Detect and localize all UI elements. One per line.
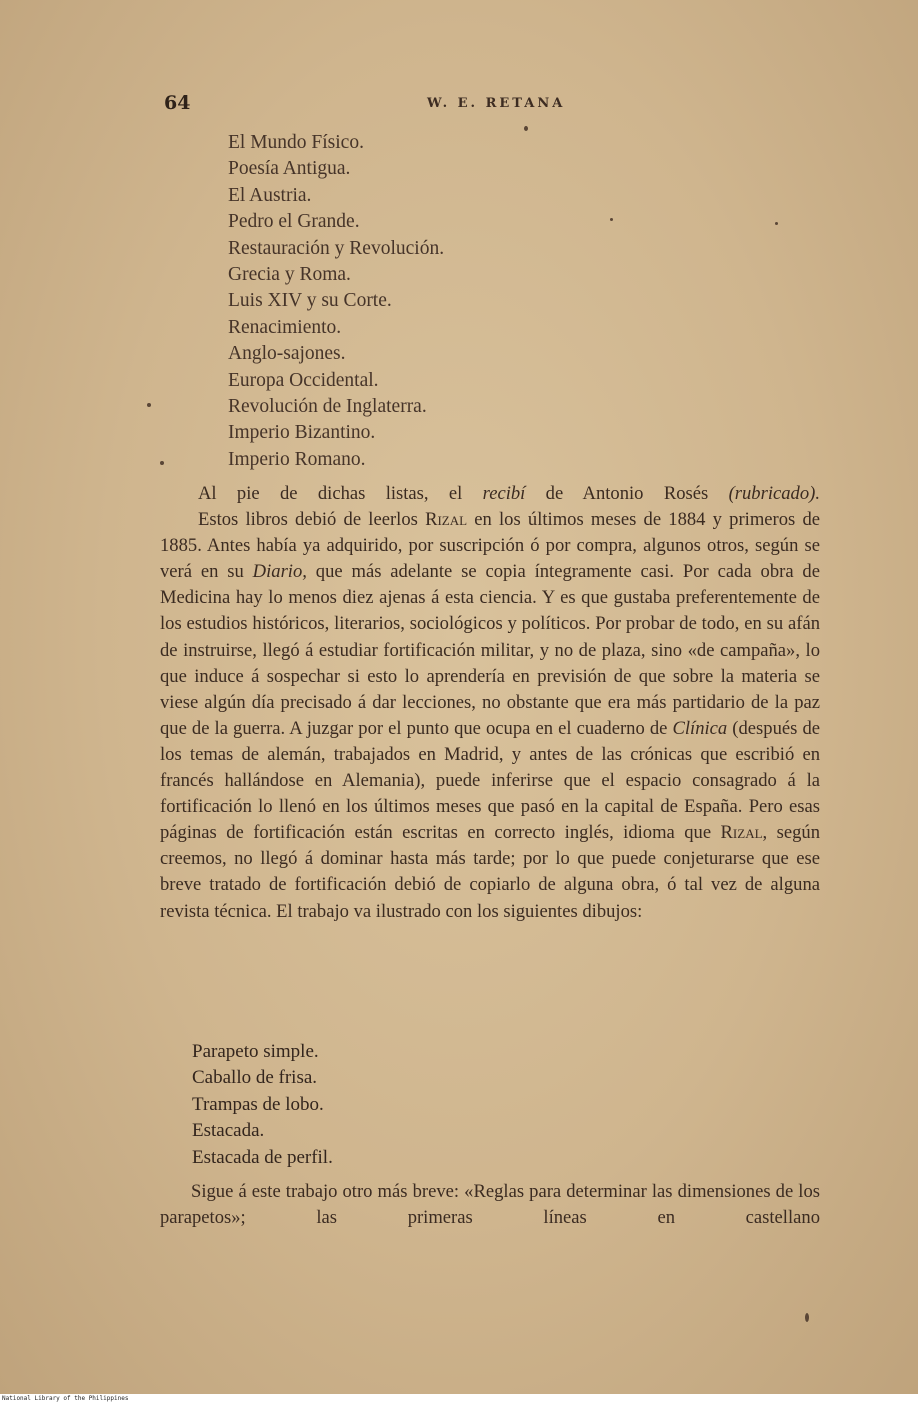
text-run: que más adelante se copia íntegramente casi. Por cada obra de Medicina hay lo menos diez ajenas á esta ciencia. Y es que gustaba preferentemente de los estudios históricos, literarios, sociológicos y políticos. Por probar de todo, en su afán de instruirse, llegó á estudiar fortificación militar, y no de plaza, sino «de campaña», lo que induce á sospechar si esto lo aprendería en previsión de que sobre la materia se viese algún día precisado á dar lecciones, no obstante que era más partidario de la paz que de la guerra. A juzgar por el punto que ocupa en el cuaderno de [160,561,820,739]
text-run: , según creemos, no llegó á dominar hasta más tarde; por lo que puede conjeturarse que ese breve tratado de fortificación debió de copiarlo de alguna obra, ó tal vez de alguna revista técnica. El trabajo va ilustrado con los siguientes dibujos: [160,822,820,922]
page-number: 64 [164,92,191,114]
italic-text: Diario, [252,561,307,583]
closing-paragraph [160,1179,820,1231]
list-item: Grecia y Roma. [228,263,351,285]
list-item: Renacimiento. [228,316,342,338]
list-item: Poesía Antigua. [228,158,351,180]
book-title-list [228,130,444,473]
name-small-caps: Rizal [425,509,468,531]
paragraph-main [160,507,820,925]
list-item: Imperio Romano. [228,448,366,470]
ink-speck [775,222,778,225]
drawings-list [192,1039,333,1171]
ink-speck [524,126,528,131]
list-item: Estacada de perfil. [192,1146,333,1168]
ink-speck [160,461,164,465]
list-item: El Austria. [228,184,312,206]
list-item: Trampas de lobo. [192,1093,324,1115]
body-text [160,481,820,925]
paragraph-receipt [160,481,820,507]
text-run: de Antonio Rosés [525,483,729,504]
list-item: Luis XIV y su Corte. [228,290,392,312]
text-run: (después de los temas de alemán, trabajados en Madrid, y antes de las crónicas que escribió en francés hallándose en Alemania), puede inferirse que el espacio consagrado á la fortificación lo llenó en los últimos meses que pasó en la capital de España. Pero esas páginas de fortificación están escritas en correcto inglés, idioma que [160,717,820,844]
paragraph-rules: Sigue á este trabajo otro más breve: «Reglas para determinar las dimensiones de los parapetos»; las primeras líneas en castellano [160,1181,820,1229]
italic-text: recibí [482,483,526,504]
ink-speck [805,1313,809,1322]
list-item: Pedro el Grande. [228,211,360,233]
list-item: Europa Occidental. [228,369,379,391]
list-item: Parapeto simple. [192,1041,319,1062]
text-run: Al pie de dichas listas, el [198,483,483,504]
italic-text: (rubricado). [728,483,820,504]
page-header [0,92,918,118]
running-head: W. E. RETANA [427,96,566,111]
name-small-caps: Rizal [720,822,763,844]
list-item: El Mundo Físico. [228,132,364,153]
scan-footer [0,1394,918,1403]
list-item: Restauración y Revolución. [228,237,445,259]
list-item: Anglo-sajones. [228,343,346,365]
list-item: Caballo de frisa. [192,1067,318,1089]
list-item: Imperio Bizantino. [228,422,376,444]
text-run: Estos libros debió de leerlos [198,509,426,531]
list-item: Revolución de Inglaterra. [228,395,427,417]
list-item: Estacada. [192,1120,265,1142]
library-credit: National Library of the Philippines [2,1395,129,1402]
italic-text: Clínica [672,717,728,739]
ink-speck [147,403,151,407]
text-run: en los últimos meses de 1884 y primeros de 1885. Antes había ya adquirido, por suscripción ó por compra, algunos otros, según se verá en su [160,509,821,583]
ink-speck [610,218,613,221]
